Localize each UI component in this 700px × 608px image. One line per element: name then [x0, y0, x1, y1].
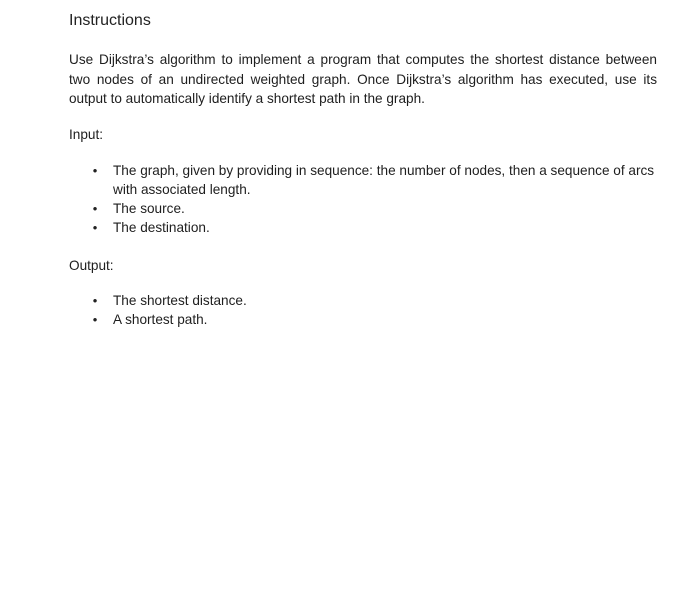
input-label: Input: [69, 127, 104, 142]
list-item-text: The shortest distance. [113, 293, 247, 308]
list-item [92, 218, 658, 237]
bullet-icon: • [92, 201, 98, 216]
bullet-icon: • [92, 293, 98, 308]
list-item-text: The graph, given by providing in sequence: the number of nodes, then a sequence of arcs with associated length. [113, 163, 655, 197]
page-title: Instructions [69, 12, 151, 29]
intro-paragraph: Use Dijkstra’s algorithm to implement a program that computes the shortest distance between two nodes of an undirected weighted graph. Once Dijkstra’s algorithm has executed, use its output to automatically identify a shortest path in the graph. [69, 52, 657, 106]
list-item-text: The destination. [113, 220, 210, 235]
list-item-text: A shortest path. [113, 312, 208, 327]
list-item [92, 161, 658, 199]
bullet-icon: • [92, 220, 98, 235]
output-label: Output: [69, 258, 114, 273]
list-item-text: The source. [113, 201, 185, 216]
list-item [92, 291, 658, 310]
bullet-icon: • [92, 312, 98, 327]
input-list [92, 161, 658, 237]
bullet-icon: • [92, 163, 98, 178]
output-list [92, 291, 658, 329]
list-item [92, 310, 658, 329]
list-item [92, 199, 658, 218]
